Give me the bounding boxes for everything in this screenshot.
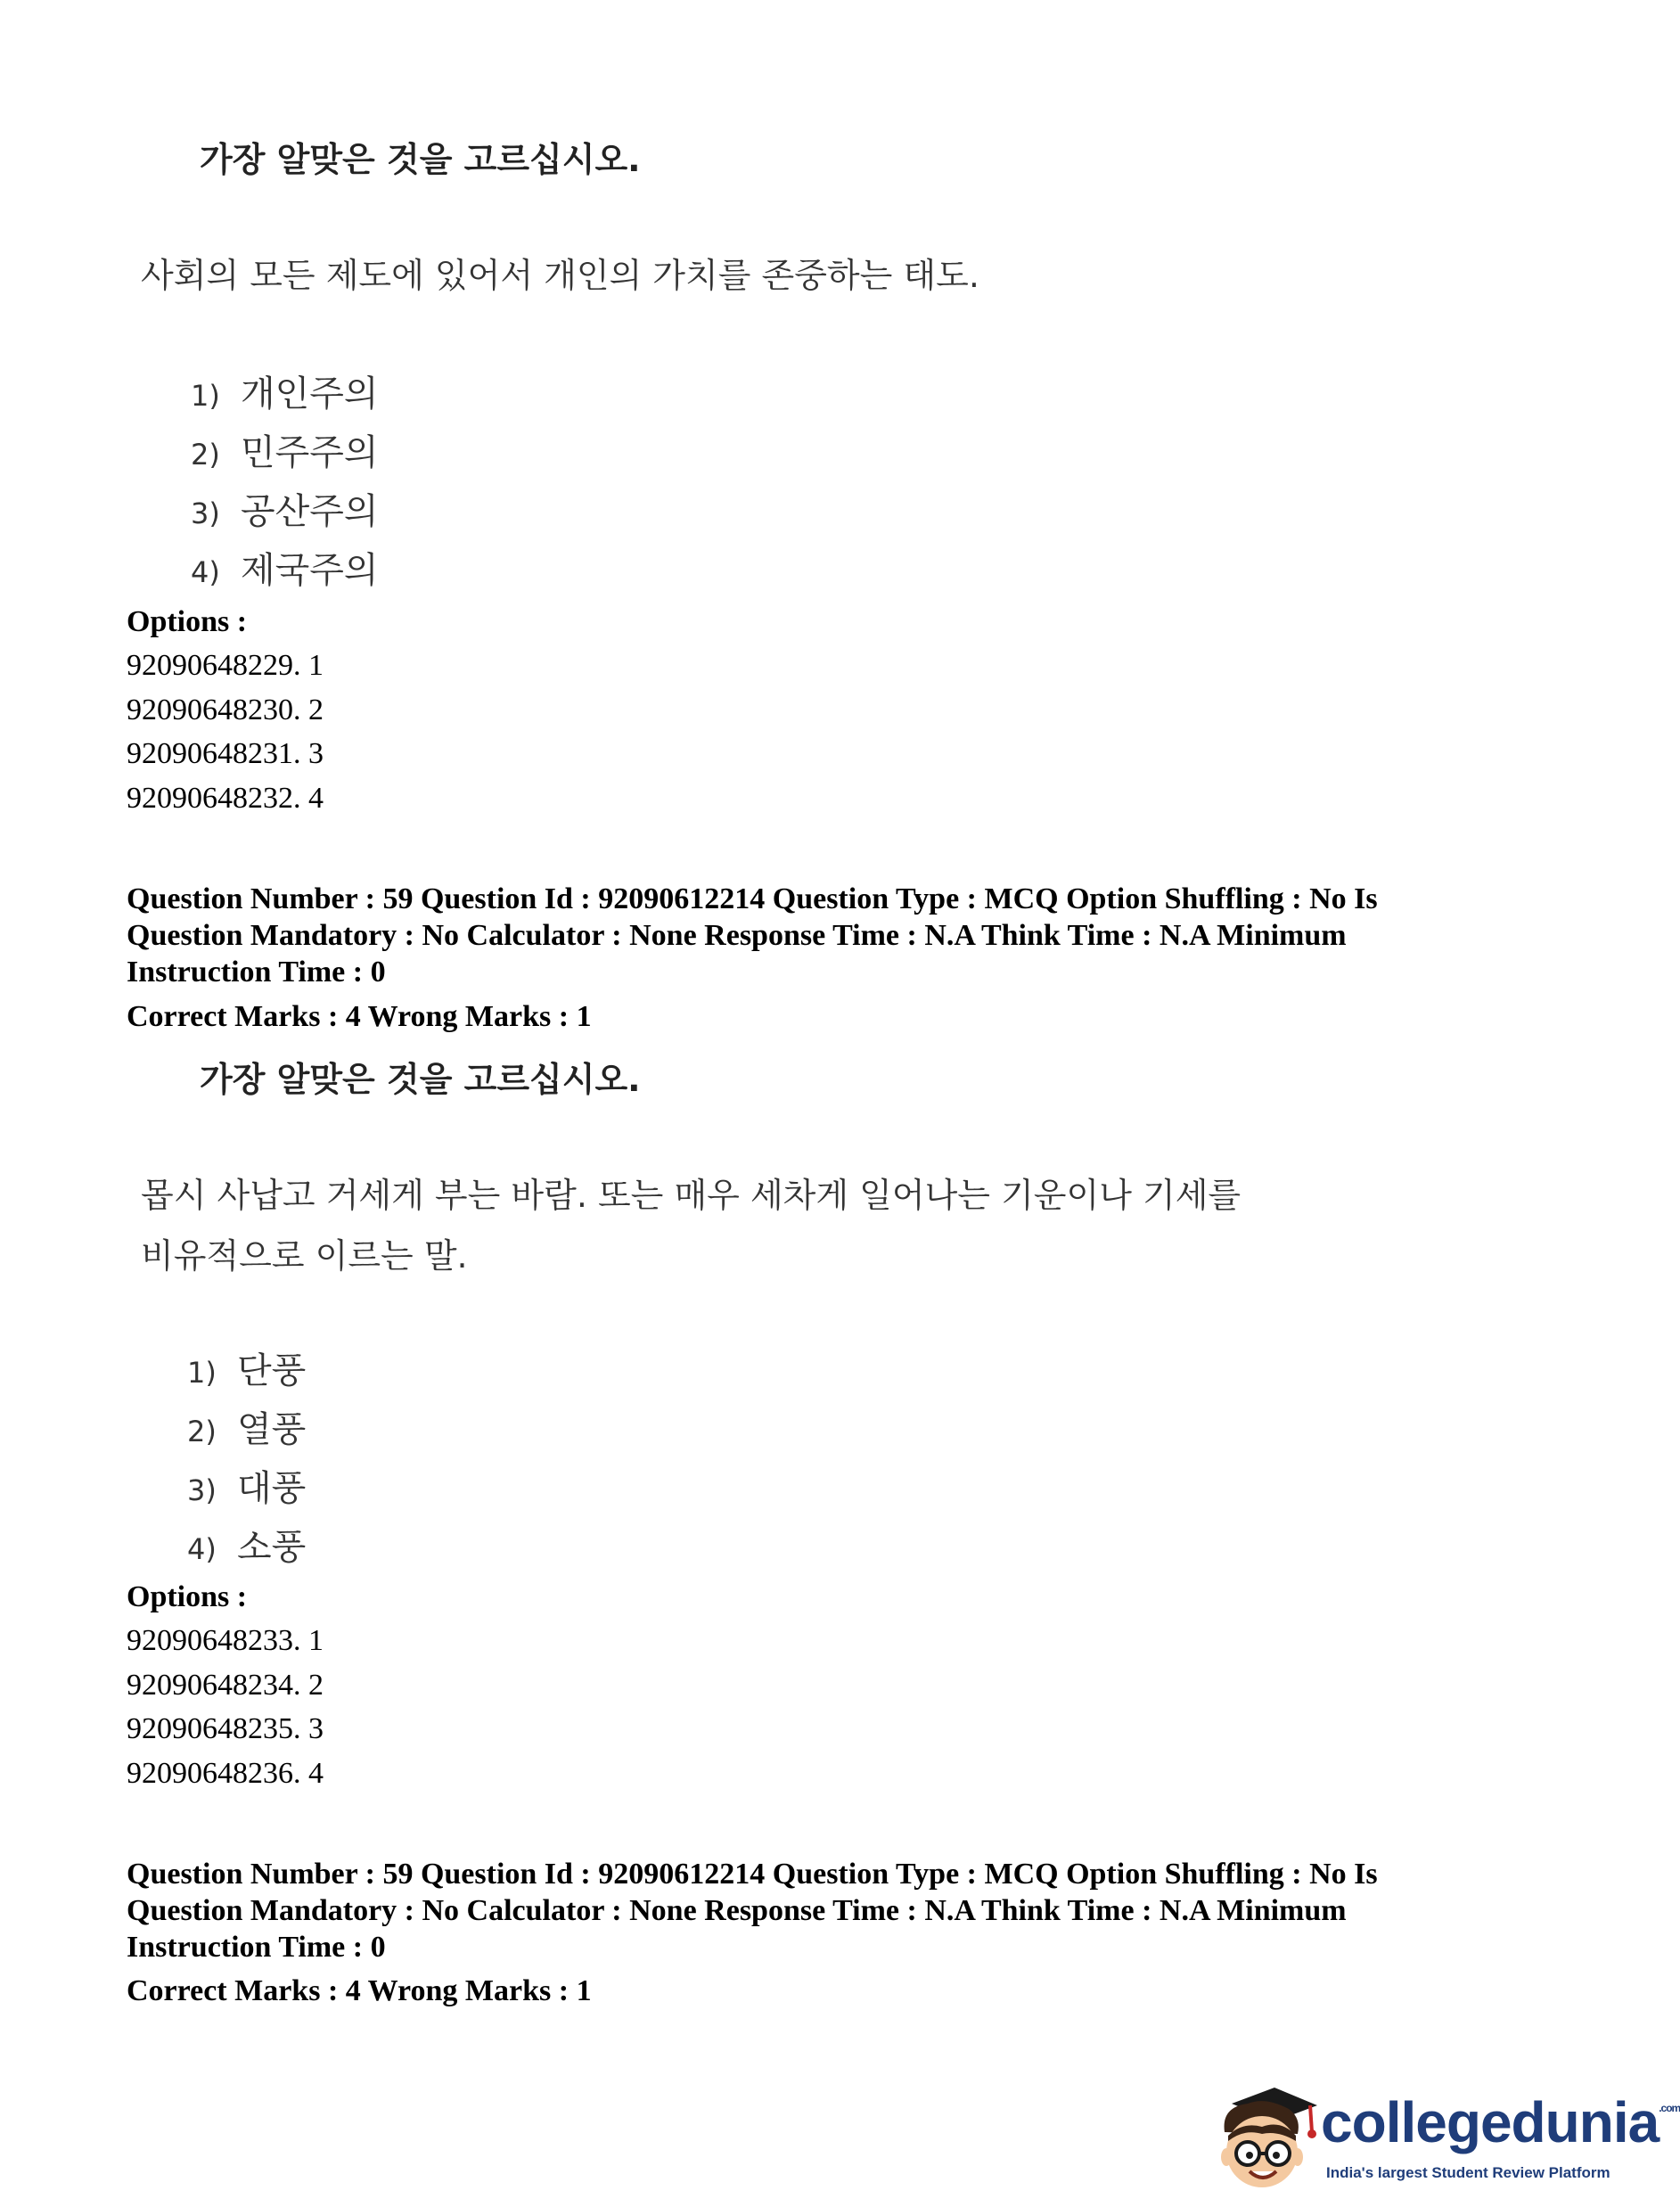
options-label: Options : bbox=[127, 1580, 248, 1613]
choice-item bbox=[187, 1460, 306, 1511]
choice-text: 개인주의 bbox=[241, 373, 379, 414]
marks-line: Correct Marks : 4 Wrong Marks : 1 bbox=[127, 1000, 592, 1033]
logo-wordmark: collegedunia$^{.com}$ bbox=[1321, 2090, 1680, 2154]
choice-number: 1) bbox=[191, 379, 220, 413]
collegedunia-logo bbox=[1212, 2077, 1680, 2202]
choice-text: 단풍 bbox=[237, 1350, 307, 1391]
choice-number: 3) bbox=[191, 496, 220, 530]
option-id: 92090648232. 4 bbox=[127, 782, 324, 815]
question-prompt: 몹시 사납고 거세게 부는 바람. 또는 매우 세차게 일어나는 기운이나 기세를 bbox=[141, 1176, 1242, 1215]
choice-number: 1) bbox=[187, 1356, 217, 1390]
options-label: Options : bbox=[127, 605, 248, 638]
question-instruction: 가장 알맞은 것을 고르십시오. bbox=[200, 1060, 641, 1099]
choice-text: 열풍 bbox=[237, 1409, 307, 1450]
mascot-icon bbox=[1212, 2077, 1317, 2202]
choice-item bbox=[187, 1401, 306, 1452]
choice-item bbox=[191, 424, 379, 475]
choice-number: 2) bbox=[191, 438, 220, 472]
metadata-line: Instruction Time : 0 bbox=[127, 1931, 386, 1964]
choice-item bbox=[191, 365, 379, 416]
question-instruction: 가장 알맞은 것을 고르십시오. bbox=[200, 140, 641, 179]
choice-text: 민주주의 bbox=[241, 432, 379, 473]
option-id: 92090648236. 4 bbox=[127, 1757, 324, 1790]
metadata-line: Question Number : 59 Question Id : 92090612214 Question Type : MCQ Option Shuffling : No Is bbox=[127, 1858, 1378, 1891]
option-id: 92090648235. 3 bbox=[127, 1712, 324, 1745]
choice-item bbox=[191, 483, 379, 534]
question-prompt: 사회의 모든 제도에 있어서 개인의 가치를 존중하는 태도. bbox=[141, 256, 979, 295]
choice-item bbox=[187, 1519, 306, 1570]
question-metadata bbox=[127, 1856, 1517, 1965]
option-id: 92090648231. 3 bbox=[127, 737, 324, 770]
option-id: 92090648230. 2 bbox=[127, 693, 324, 726]
metadata-line: Question Mandatory : No Calculator : None Response Time : N.A Think Time : N.A Minimum bbox=[127, 919, 1347, 952]
question-prompt: 비유적으로 이르는 말. bbox=[141, 1236, 468, 1276]
logo-tagline: India's largest Student Review Platform bbox=[1326, 2164, 1610, 2181]
option-id: 92090648233. 1 bbox=[127, 1624, 324, 1657]
choice-number: 2) bbox=[187, 1415, 217, 1448]
choice-item bbox=[191, 542, 379, 593]
choice-text: 공산주의 bbox=[241, 491, 379, 532]
option-id: 92090648229. 1 bbox=[127, 649, 324, 682]
choice-number: 4) bbox=[187, 1532, 217, 1566]
option-id: 92090648234. 2 bbox=[127, 1669, 324, 1702]
choice-number: 3) bbox=[187, 1473, 217, 1507]
marks-line: Correct Marks : 4 Wrong Marks : 1 bbox=[127, 1974, 592, 2007]
choice-number: 4) bbox=[191, 555, 220, 589]
choice-item bbox=[187, 1342, 306, 1393]
metadata-line: Question Mandatory : No Calculator : None Response Time : N.A Think Time : N.A Minimum bbox=[127, 1894, 1347, 1927]
choice-text: 제국주의 bbox=[241, 550, 379, 591]
metadata-line: Question Number : 59 Question Id : 92090612214 Question Type : MCQ Option Shuffling : No Is bbox=[127, 882, 1378, 915]
question-metadata bbox=[127, 881, 1517, 990]
metadata-line: Instruction Time : 0 bbox=[127, 956, 386, 989]
choice-text: 대풍 bbox=[237, 1468, 307, 1509]
choice-text: 소풍 bbox=[237, 1527, 307, 1568]
